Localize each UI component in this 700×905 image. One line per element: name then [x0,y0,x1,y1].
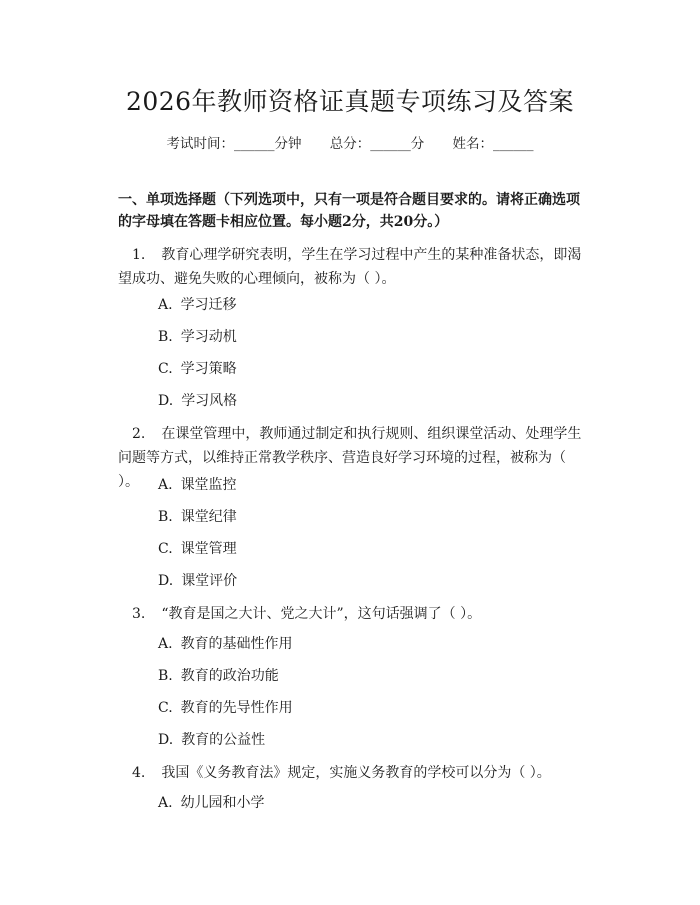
question-3-option-a [158,634,293,654]
option-text: 学习动机 [180,329,237,345]
question-3 [118,602,588,626]
option-letter: D. [158,573,174,589]
total-score-field [330,132,425,152]
exam-time-unit: 分钟 [274,136,302,152]
option-letter: C. [158,361,173,377]
option-letter: A. [158,636,173,652]
question-text: “教育是国之大计、党之大计”，这句话强调了（ ）。 [161,606,482,622]
question-2-option-d [158,571,237,591]
option-letter: B. [158,509,173,525]
option-letter: D. [158,732,174,748]
exam-time-blank: ______ [233,136,275,152]
question-number: 3. [132,606,146,622]
question-number: 1. [132,247,146,263]
total-score-unit: 分 [410,136,425,152]
question-text: 我国《义务教育法》规定，实施义务教育的学校可以分为（ ）。 [161,765,551,781]
option-letter: A. [158,795,173,811]
question-4-option-a [158,793,265,813]
option-text: 课堂管理 [180,541,237,557]
exam-time-field [166,132,301,152]
question-1 [118,243,588,291]
question-text: 教育心理学研究表明，学生在学习过程中产生的某种准备状态，即渴望成功、避免失败的心理倾向，被称为（ ）。 [118,247,582,287]
option-text: 教育的公益性 [181,732,266,748]
option-text: 学习迁移 [180,297,237,313]
option-text: 幼儿园和小学 [180,795,265,811]
question-2-option-a [158,475,237,495]
question-3-option-b [158,666,279,686]
option-letter: D. [158,393,174,409]
section-heading: 一、单项选择题（下列选项中，只有一项是符合题目要求的。请将正确选项的字母填在答题卡相应位置。每小题2分，共20分。） [118,192,580,230]
question-text: 在课堂管理中，教师通过制定和执行规则、组织课堂活动、处理学生问题等方式，以维持正常教学秩序、营造良好学习环境的过程，被称为（ ）。 [118,426,582,490]
option-text: 教育的基础性作用 [180,636,293,652]
option-letter: A. [158,477,173,493]
question-1-option-d [158,391,237,411]
option-letter: C. [158,700,173,716]
option-text: 课堂评价 [181,573,238,589]
question-2-option-b [158,507,237,527]
option-text: 课堂监控 [180,477,237,493]
option-text: 学习策略 [180,361,237,377]
option-text: 学习风格 [181,393,238,409]
question-3-option-c [158,698,293,718]
option-text: 课堂纪律 [180,509,237,525]
question-4 [118,761,588,785]
question-number: 2. [132,426,146,442]
document-title: 2026年教师资格证真题专项练习及答案 [125,87,575,116]
exam-time-label: 考试时间： [166,136,234,152]
total-score-blank: ______ [370,136,411,152]
option-letter: B. [158,329,173,345]
option-letter: A. [158,297,173,313]
question-1-option-b [158,327,237,347]
name-field [453,132,534,152]
option-letter: B. [158,668,173,684]
option-letter: C. [158,541,173,557]
question-1-option-c [158,359,237,379]
option-text: 教育的政治功能 [180,668,279,684]
question-number: 4. [132,765,146,781]
question-2-option-c [158,539,237,559]
name-blank: ______ [493,136,534,152]
option-text: 教育的先导性作用 [180,700,293,716]
question-1-option-a [158,295,237,315]
question-3-option-d [158,730,265,750]
exam-info-line [0,132,700,152]
name-label: 姓名： [452,136,494,152]
total-score-label: 总分： [329,136,371,152]
